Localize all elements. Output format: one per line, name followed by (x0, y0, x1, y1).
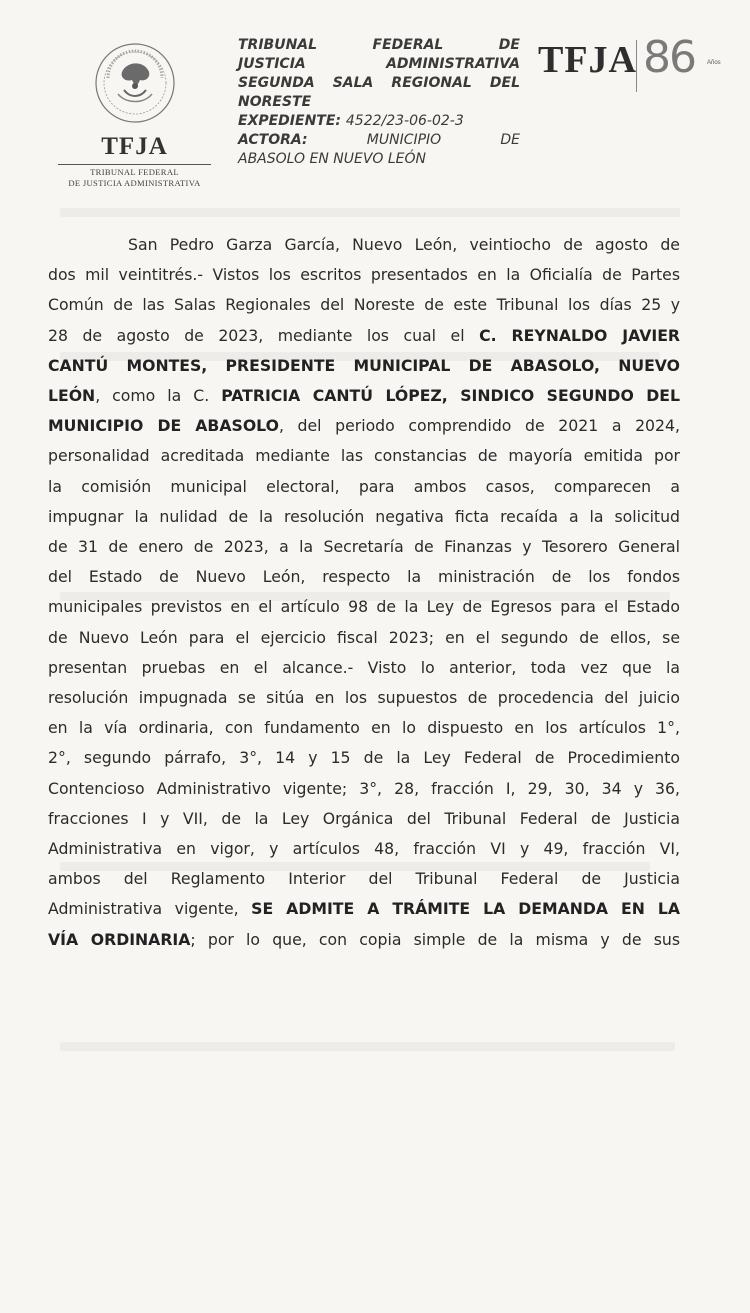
logo-anos: Años (707, 60, 721, 66)
body-line: fracciones I y VII, de la Ley Orgánica del Tribunal Federal de Justicia (48, 808, 680, 828)
body-line: presentan pruebas en el alcance.- Visto lo anterior, toda vez que la (48, 657, 680, 677)
bold-resolution: SE ADMITE A TRÁMITE LA DEMANDA EN LA (251, 899, 680, 919)
body-line: dos mil veintitrés.- Vistos los escritos presentados en la Oficialía de Partes (48, 265, 680, 285)
actora-label: ACTORA: (238, 132, 308, 148)
document-header (238, 36, 520, 169)
body-line: impugnar la nulidad de la resolución negativa ficta recaída a la solicitud (48, 506, 680, 526)
body-line (48, 351, 680, 381)
body-text: , como la C. (95, 386, 222, 406)
actora-row (238, 131, 520, 150)
bold-name: LEÓN (48, 386, 96, 406)
expediente-label: EXPEDIENTE: (238, 113, 342, 129)
seal-acronym: TFJA (101, 133, 168, 160)
document-body (48, 230, 680, 955)
bold-name: PATRICIA CANTÚ LÓPEZ, SINDICO SEGUNDO DEL (221, 386, 680, 406)
body-line: Contencioso Administrativo vigente; 3°, 28, fracción I, 29, 30, 34 y 36, (48, 778, 680, 798)
logo-acronym: TFJA (538, 39, 637, 81)
body-line: del Estado de Nuevo León, respecto la ministración de los fondos (48, 567, 680, 587)
header-line-1: TRIBUNAL FEDERAL DE (238, 37, 520, 53)
body-text: Administrativa vigente, (48, 899, 252, 919)
tfja-86-logo (536, 32, 726, 106)
bold-name: MUNICIPIO DE ABASOLO (48, 416, 279, 436)
logo-divider (636, 40, 637, 92)
body-text: , del periodo comprendido de 2021 a 2024, (278, 416, 680, 436)
expediente-value: 4522/23-06-02-3 (345, 113, 464, 129)
body-line (48, 411, 680, 441)
body-line: personalidad acreditada mediante las constancias de mayoría emitida por (48, 446, 680, 466)
body-line: la comisión municipal electoral, para ambos casos, comparecen a (48, 476, 680, 496)
body-line: de 31 de enero de 2023, a la Secretaría de Finanzas y Tesorero General (48, 537, 680, 557)
header-line-3: SEGUNDA SALA REGIONAL DEL (238, 75, 520, 91)
body-text: ; por lo que, con copia simple de la misma y de sus (190, 929, 680, 949)
body-line: ambos del Reglamento Interior del Tribunal Federal de Justicia (48, 869, 680, 889)
header-line-4: NORESTE (238, 94, 312, 110)
body-line (48, 321, 680, 351)
body-line (48, 925, 680, 955)
expediente-row (238, 112, 520, 131)
header-line-2: JUSTICIA ADMINISTRATIVA (238, 56, 520, 72)
mexican-coat-of-arms-icon (94, 42, 176, 124)
seal-subtitle-2: DE JUSTICIA ADMINISTRATIVA (68, 178, 201, 188)
bleed-through (60, 1042, 675, 1051)
logo-number: 86 (643, 32, 695, 83)
body-line: San Pedro Garza García, Nuevo León, veintiocho de agosto de (128, 235, 680, 254)
seal-divider (58, 164, 211, 165)
body-line: en la vía ordinaria, con fundamento en lo dispuesto en los artículos 1°, (48, 718, 680, 738)
body-line: Común de las Salas Regionales del Noreste de este Tribunal los días 25 y (48, 295, 680, 315)
seal-subtitle-1: TRIBUNAL FEDERAL (90, 167, 179, 177)
actora-value-1: MUNICIPIO (366, 132, 442, 148)
body-line (48, 381, 680, 411)
bold-name: C. REYNALDO JAVIER (479, 325, 680, 345)
body-line (48, 894, 680, 924)
bleed-through (60, 208, 680, 217)
bold-name: CANTÚ MONTES, PRESIDENTE MUNICIPAL DE ABASOLO, NUEVO (48, 355, 680, 375)
actora-value-3: ABASOLO EN NUEVO LEÓN (238, 151, 427, 167)
actora-value-2: DE (500, 132, 520, 148)
bold-resolution: VÍA ORDINARIA (48, 929, 191, 949)
body-line: de Nuevo León para el ejercicio fiscal 2023; en el segundo de ellos, se (48, 627, 680, 647)
body-line: Administrativa en vigor, y artículos 48, fracción VI y 49, fracción VI, (48, 839, 680, 859)
body-text: 28 de agosto de 2023, mediante los cual el (48, 325, 480, 345)
body-line: resolución impugnada se sitúa en los supuestos de procedencia del juicio (48, 688, 680, 708)
tfja-seal (52, 42, 217, 189)
body-line: 2°, segundo párrafo, 3°, 14 y 15 de la Ley Federal de Procedimiento (48, 748, 680, 768)
body-line: municipales previstos en el artículo 98 de la Ley de Egresos para el Estado (48, 597, 680, 617)
